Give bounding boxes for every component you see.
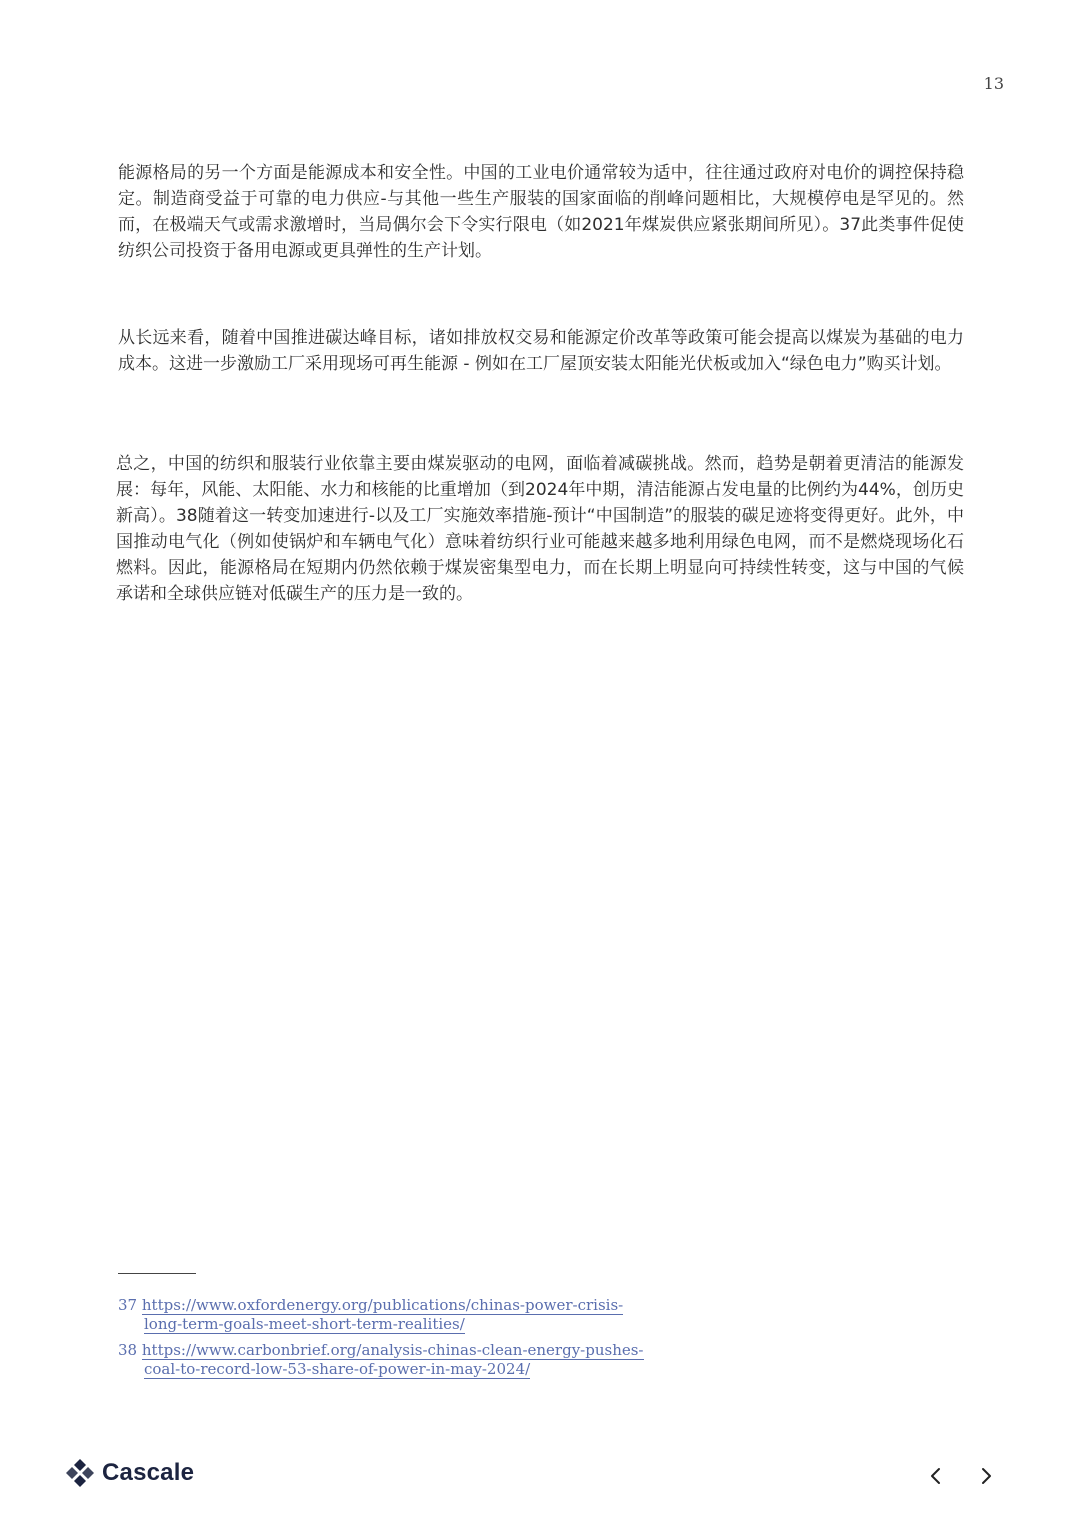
footnote-37 [118,1296,818,1334]
chevron-left-icon [929,1467,943,1485]
footnote-link[interactable]: https://www.oxfordenergy.org/publications/chinas-power-crisis- [141,1296,624,1314]
next-page-button[interactable] [973,1463,999,1489]
footnote-number: 38 [118,1341,138,1359]
footnote-link[interactable]: https://www.carbonbrief.org/analysis-chinas-clean-energy-pushes- [141,1341,644,1359]
body-paragraph-3: 总之，中国的纺织和服装行业依靠主要由煤炭驱动的电网，面临着减碳挑战。然而，趋势是朝着更清洁的能源发展：每年，风能、太阳能、水力和核能的比重增加（到2024年中期，清洁能源占发电量的比例约为44%，创历史新高）。38随着这一转变加速进行-以及工厂实施效率措施-预计“中国制造”的服装的碳足迹将变得更好。此外，中国推动电气化（例如使锅炉和车辆电气化）意味着纺织行业可能越来越多地利用绿色电网，而不是燃烧现场化石燃料。因此，能源格局在短期内仍然依赖于煤炭密集型电力，而在长期上明显向可持续性转变，这与中国的气候承诺和全球供应链对低碳生产的压力是一致的。 [116,454,964,604]
previous-page-button[interactable] [923,1463,949,1489]
cascale-logo [64,1456,194,1490]
page-number: 13 [983,74,1004,93]
chevron-right-icon [979,1467,993,1485]
body-paragraph-1: 能源格局的另一个方面是能源成本和安全性。中国的工业电价通常较为适中，往往通过政府对电价的调控保持稳定。制造商受益于可靠的电力供应-与其他一些生产服装的国家面临的削峰问题相比，大规模停电是罕见的。然而，在极端天气或需求激增时，当局偶尔会下令实行限电（如2021年煤炭供应紧张期间所见）。37此类事件促使纺织公司投资于备用电源或更具弹性的生产计划。 [118,163,964,261]
footnote-link-continued[interactable]: coal-to-record-low-53-share-of-power-in-may-2024/ [144,1360,531,1378]
footnote-link-continued[interactable]: long-term-goals-meet-short-term-realities/ [144,1315,465,1333]
footnote-divider [118,1273,196,1274]
footnote-38 [118,1341,818,1379]
cascale-logo-icon [64,1457,96,1489]
body-paragraph-2: 从长远来看，随着中国推进碳达峰目标，诸如排放权交易和能源定价改革等政策可能会提高以煤炭为基础的电力成本。这进一步激励工厂采用现场可再生能源 - 例如在工厂屋顶安装太阳能光伏板或加入“绿色电力”购买计划。 [118,328,964,374]
brand-name: Cascale [102,1459,195,1486]
footnote-number: 37 [118,1296,138,1314]
